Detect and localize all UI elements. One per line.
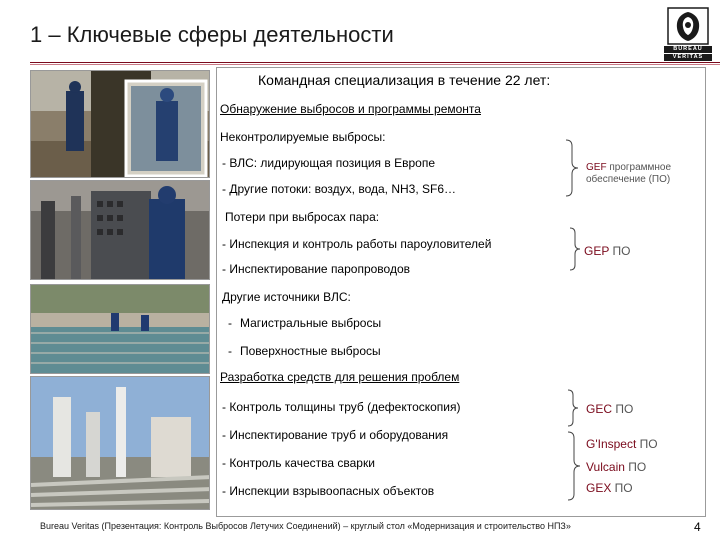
logo-emblem-icon	[664, 6, 712, 46]
software-vulcain-name: Vulcain	[586, 460, 625, 474]
software-gep	[584, 244, 630, 258]
steam-losses-label: Потери при выбросах пара:	[225, 210, 380, 224]
item-steam-pipeline-inspection: - Инспектирование паропроводов	[222, 262, 411, 276]
item-pipe-equipment-inspection: - Инспектирование труб и оборудования	[222, 428, 449, 442]
section-emissions-detection: Обнаружение выбросов и программы ремонта	[220, 102, 481, 116]
item-surface-emissions: Поверхностные выбросы	[240, 344, 381, 358]
software-gex-suffix: ПО	[611, 481, 633, 495]
photo-workers-inspection	[30, 70, 210, 178]
software-gef	[586, 162, 671, 186]
brace-gef	[564, 138, 580, 198]
software-gec	[586, 402, 633, 416]
software-gec-suffix: ПО	[612, 402, 634, 416]
photo-refinery-tanks	[30, 376, 210, 510]
slide-footer: Bureau Veritas (Презентация: Контроль Выбросов Летучих Соединений) – круглый стол «Модернизация и строительство НПЗ»	[40, 521, 571, 531]
list-dash: -	[228, 316, 232, 330]
other-vlc-sources-label: Другие источники ВЛС:	[222, 290, 351, 304]
software-gef-desc: программное	[606, 162, 672, 173]
software-gec-name: GEC	[586, 402, 613, 416]
logo-text-bottom: VERITAS	[664, 54, 712, 61]
photo-worker-valves	[30, 180, 210, 280]
section-tools-development: Разработка средств для решения проблем	[220, 370, 460, 384]
software-gef-desc-line2: обеспечение (ПО)	[586, 174, 671, 185]
item-steam-trap-inspection: - Инспекция и контроль работы пароуловителей	[222, 237, 492, 251]
title-divider	[30, 62, 720, 63]
item-other-flows: - Другие потоки: воздух, вода, NH3, SF6…	[222, 182, 457, 196]
software-vulcain-suffix: ПО	[624, 460, 647, 474]
software-gex-name: GEX	[586, 481, 612, 495]
software-ginspect-suffix: ПО	[636, 437, 658, 451]
software-gep-suffix: ПО	[609, 244, 631, 258]
item-vlc-leadership: - ВЛС: лидирующая позиция в Европе	[222, 156, 435, 170]
uncontrolled-emissions-label: Неконтролируемые выбросы:	[220, 130, 386, 144]
brace-ginspect-vulcain-gex	[566, 430, 582, 502]
software-ginspect-name: G'Inspect	[586, 437, 637, 451]
slide-title: 1 – Ключевые сферы деятельности	[30, 22, 394, 47]
item-main-emissions: Магистральные выбросы	[240, 316, 382, 330]
software-ginspect	[586, 437, 658, 451]
item-weld-quality: - Контроль качества сварки	[222, 456, 375, 470]
title-divider-shadow	[30, 64, 720, 65]
item-explosive-inspection: - Инспекции взрывоопасных объектов	[222, 484, 435, 498]
brace-gep	[568, 226, 582, 272]
logo-text-top: BUREAU	[664, 46, 712, 53]
page-number: 4	[694, 520, 701, 534]
list-dash: -	[228, 344, 232, 358]
bureau-veritas-logo	[664, 6, 712, 62]
software-gep-name: GEP	[584, 244, 610, 258]
software-gex	[586, 481, 633, 495]
brace-gec	[566, 388, 580, 428]
photo-water-basin	[30, 284, 210, 374]
software-vulcain	[586, 460, 646, 474]
item-pipe-thickness: - Контроль толщины труб (дефектоскопия)	[222, 400, 461, 414]
content-heading: Командная специализация в течение 22 лет:	[258, 72, 551, 88]
software-gef-name: GEF	[586, 162, 607, 173]
